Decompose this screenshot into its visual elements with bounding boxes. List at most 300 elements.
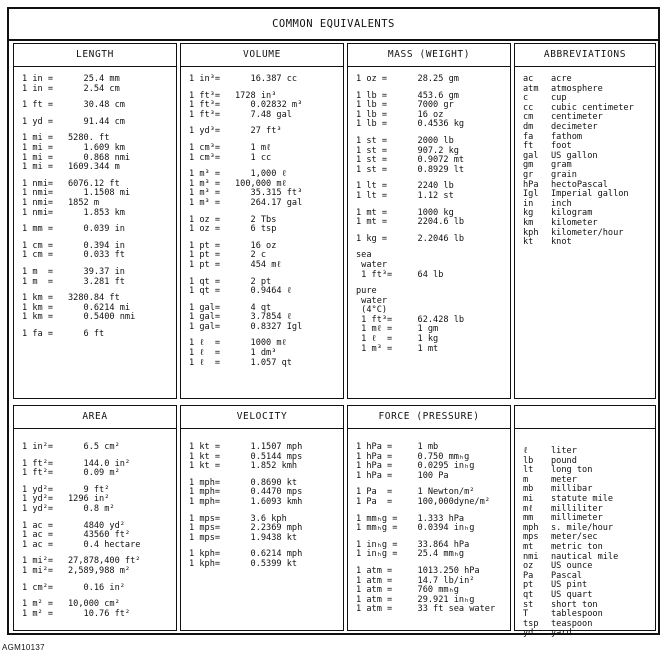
equivalence-row [523, 123, 651, 133]
row-unit: 1 kph= [189, 549, 221, 560]
row-unit: Pa [523, 570, 534, 581]
row-unit: 1 gal= [189, 321, 221, 332]
row-unit: 1 st = [356, 135, 388, 146]
row-unit: 1 mi = [22, 162, 54, 173]
row-unit: 1 cm = [22, 240, 54, 251]
row-unit: m [523, 474, 529, 485]
row-value: nautical mile [551, 551, 619, 562]
row-unit: 1 lb = [356, 100, 388, 111]
row-unit: 1 mmₕg = [356, 523, 398, 534]
row-unit: 1 km = [22, 293, 54, 304]
row-unit: 1 yd³= [189, 126, 221, 137]
panel-mass [347, 43, 511, 399]
row-unit: 1 mi²= [22, 556, 54, 567]
panel-abbreviations-2 [514, 405, 656, 639]
row-value: 33.864 hPa [402, 539, 470, 550]
panel-abbreviations [514, 43, 656, 399]
row-unit: 1 gal= [189, 302, 221, 313]
equivalence-row [189, 199, 339, 209]
row-unit: 1 lb = [356, 90, 388, 101]
row-value: 27,878,400 ft² [68, 556, 141, 567]
row-value: 100,000 mℓ [235, 178, 287, 189]
row-unit: st [523, 599, 534, 610]
row-value: 1000 kg [402, 207, 454, 218]
row-value: 27 ft³ [235, 126, 282, 137]
panel-heading: FORCE (PRESSURE) [348, 406, 510, 429]
row-value: 30.48 cm [68, 100, 125, 111]
row-value: yard [551, 628, 572, 639]
row-value: 0.394 in [68, 240, 125, 251]
row-value: 3.6 kph [235, 513, 287, 524]
row-unit: 1 atm = [356, 604, 393, 615]
row-value: meter/sec [551, 532, 598, 543]
row-unit: 1 m² = [22, 599, 54, 610]
row-unit: ac [523, 74, 534, 84]
equivalence-row [523, 629, 651, 639]
row-unit: 1 ℓ = [356, 334, 393, 345]
row-value: 1296 in² [68, 494, 110, 505]
equivalence-row [22, 278, 172, 288]
row-value: 0.02832 m³ [235, 100, 303, 111]
row-unit: 1 mℓ = [356, 324, 393, 335]
equivalence-row [356, 166, 506, 176]
row-unit: 1 st = [356, 155, 388, 166]
equivalence-row [189, 359, 339, 369]
row-value: 760 mmₕg [402, 585, 459, 596]
row-unit: 1 cm³= [189, 152, 221, 163]
equivalence-row [356, 472, 506, 482]
row-value: 2 Tbs [235, 214, 277, 225]
panel-heading: ABBREVIATIONS [515, 44, 655, 67]
row-value: US ounce [551, 561, 593, 572]
row-value: 1.609 km [68, 142, 125, 153]
row-unit: oz [523, 561, 534, 572]
row-value: 0.8929 lt [402, 164, 465, 175]
row-value: 1.12 st [402, 190, 454, 201]
row-value: 91.44 cm [68, 116, 125, 127]
row-unit: hPa [523, 179, 539, 190]
panel-body [181, 429, 343, 570]
panel-heading: VELOCITY [181, 406, 343, 429]
row-unit: T [523, 609, 529, 620]
equivalence-row [22, 101, 172, 111]
row-unit: km [523, 217, 534, 228]
row-unit: 1 oz = [189, 214, 221, 225]
row-value: 29.921 inₕg [402, 594, 475, 605]
row-value: long ton [551, 465, 593, 476]
equivalence-row [189, 287, 339, 297]
row-value: 16 oz [402, 109, 444, 120]
equivalence-row [22, 225, 172, 235]
row-value: 43560 ft² [68, 530, 131, 541]
row-unit: 1 cm²= [22, 582, 54, 593]
row-unit: 1 yd²= [22, 494, 54, 505]
row-unit: 1 ac = [22, 539, 54, 550]
row-value: pound [551, 455, 577, 466]
row-unit: 1 nmi= [22, 188, 54, 199]
row-value: 264.17 gal [235, 197, 303, 208]
row-unit: 1 lt = [356, 190, 388, 201]
equivalence-row [356, 605, 506, 615]
row-value: 1 kg [402, 334, 439, 345]
row-unit: gal [523, 150, 539, 161]
row-value: 9 ft² [68, 484, 110, 495]
equivalence-row [22, 118, 172, 128]
row-unit: 1 ac = [22, 520, 54, 531]
row-value: 28.25 gm [402, 74, 459, 84]
row-unit: 1 kt = [189, 461, 221, 472]
row-value: 144.0 in² [68, 458, 131, 469]
row-value: 6 tsp [235, 224, 277, 235]
row-value: atmosphere [551, 83, 603, 94]
panel-heading: AREA [14, 406, 176, 429]
row-value: 0.4 hectare [68, 539, 141, 550]
row-unit: mph [523, 522, 539, 533]
row-unit: 1 kph= [189, 558, 221, 569]
row-unit: 1 ft²= [22, 468, 54, 479]
equivalence-row [523, 238, 651, 248]
row-unit: 1 mph= [189, 487, 221, 498]
row-unit: 1 inₕg = [356, 549, 398, 560]
row-unit: 1 mmₕg = [356, 513, 398, 524]
row-value: decimeter [551, 121, 598, 132]
equivalence-row [22, 85, 172, 95]
equivalence-row [22, 584, 172, 594]
row-value: US quart [551, 589, 593, 600]
row-unit: 1 ℓ = [189, 348, 221, 359]
row-value: 1013.250 hPa [402, 565, 480, 576]
row-unit: 1 ft³= [356, 314, 393, 325]
row-unit: kph [523, 227, 539, 238]
row-value: 2240 lb [402, 181, 454, 192]
row-value: 907.2 kg [402, 145, 459, 156]
row-value: 0.039 in [68, 224, 125, 235]
row-value: 6076.12 ft [68, 178, 120, 189]
equivalence-row [189, 111, 339, 121]
row-unit: 1 ft³= [189, 109, 221, 120]
row-value: 0.9464 ℓ [235, 286, 292, 297]
row-value: millimeter [551, 513, 603, 524]
row-unit: 1 m³ = [356, 343, 393, 354]
row-value: 0.5144 mps [235, 451, 303, 462]
row-unit: 1 kg = [356, 233, 388, 244]
row-unit: 1 mph= [189, 496, 221, 507]
figure-code: AGM10137 [2, 643, 45, 652]
row-value: milliliter [551, 503, 603, 514]
row-value: 0.8327 Igl [235, 321, 303, 332]
row-value: 0.868 nmi [68, 152, 131, 163]
row-unit: 1 oz = [189, 224, 221, 235]
equivalence-row [189, 225, 339, 235]
equivalence-row [356, 271, 506, 281]
row-value: 453.6 gm [402, 90, 459, 101]
row-unit: 1 nmi= [22, 197, 54, 208]
equivalence-row [356, 235, 506, 245]
row-unit: 1 hPa = [356, 442, 393, 452]
row-value: 0.5400 nmi [68, 312, 136, 323]
row-unit: 1 atm = [356, 565, 393, 576]
row-unit: 1 mi²= [22, 565, 54, 576]
equivalence-row [356, 120, 506, 130]
row-unit: 1 kt = [189, 451, 221, 462]
row-unit: 1 cm = [22, 250, 54, 261]
row-unit: 1 pt = [189, 240, 221, 251]
row-value: foot [551, 141, 572, 152]
row-unit: 1 m³ = [189, 197, 221, 208]
row-unit: 1 m = [22, 266, 54, 277]
equivalence-row [523, 466, 651, 476]
row-value: 10.76 ft² [68, 608, 131, 619]
row-value: metric ton [551, 541, 603, 552]
row-unit: 1 fa = [22, 328, 54, 339]
row-value: 25.4 mm [68, 74, 120, 84]
row-value: 1.333 hPa [402, 513, 465, 524]
row-value: 4 qt [235, 302, 272, 313]
row-value: 16.387 cc [235, 74, 298, 84]
equivalence-row [189, 75, 339, 85]
row-unit: 1 mps= [189, 532, 221, 543]
row-value: 100 Pa [402, 470, 449, 481]
row-unit: lb [523, 455, 534, 466]
row-value: 2,589,988 m² [68, 565, 131, 576]
panel-body [14, 67, 176, 339]
row-unit: mm [523, 513, 534, 524]
row-value: 0.0394 inₕg [402, 523, 475, 534]
row-value: hectoPascal [551, 179, 608, 190]
row-value: 1 gm [402, 324, 439, 335]
panel-heading: LENGTH [14, 44, 176, 67]
panel-body [14, 429, 176, 619]
row-value: fathom [551, 131, 583, 142]
panel-body [515, 429, 655, 639]
row-value: kilometer/hour [551, 227, 624, 238]
row-unit: 1 m² = [22, 608, 54, 619]
equivalence-row [189, 498, 339, 508]
row-value: Pascal [551, 570, 583, 581]
row-value: meter [551, 474, 577, 485]
row-value: 0.5399 kt [235, 558, 298, 569]
row-value: grain [551, 169, 577, 180]
row-value: 3.7854 ℓ [235, 312, 292, 323]
row-unit: 1 hPa = [356, 461, 393, 472]
equivalence-row [523, 152, 651, 162]
row-unit: 1 m = [22, 276, 54, 287]
equivalence-row [356, 550, 506, 560]
row-value: 25.4 mmₕg [402, 549, 465, 560]
row-unit: 1 mt = [356, 217, 388, 228]
row-value: 1852 m [68, 197, 100, 208]
row-value: inch [551, 198, 572, 209]
equivalence-row [189, 261, 339, 271]
row-value: 0.9072 mt [402, 155, 465, 166]
panel-heading [515, 406, 655, 429]
equivalence-row [22, 209, 172, 219]
row-unit: 1 ℓ = [189, 357, 221, 368]
row-unit: ft [523, 141, 534, 152]
row-value: 0.8 m² [68, 503, 115, 514]
row-value: 2.54 cm [68, 83, 120, 94]
equivalence-row [523, 620, 651, 630]
equivalence-row [22, 330, 172, 340]
row-unit: 1 hPa = [356, 451, 393, 462]
row-value: 2 c [235, 250, 267, 261]
row-unit: 1 Pa = [356, 496, 393, 507]
row-unit: 1 mi = [22, 152, 54, 163]
row-unit: 1 Pa = [356, 487, 393, 498]
row-value: 0.750 mmₕg [402, 451, 470, 462]
panel-heading: MASS (WEIGHT) [348, 44, 510, 67]
row-unit: 1 mps= [189, 523, 221, 534]
row-unit: 1 mm = [22, 224, 54, 235]
row-value: 6.5 cm² [68, 442, 120, 452]
row-unit: 1 lt = [356, 181, 388, 192]
row-unit: 1 st = [356, 145, 388, 156]
row-unit: 1 mt = [356, 207, 388, 218]
row-value: tablespoon [551, 609, 603, 620]
row-value: 1000 mℓ [235, 338, 287, 349]
row-unit: kt [523, 237, 534, 248]
equivalence-row [189, 323, 339, 333]
row-unit: 1 ft³= [189, 100, 221, 111]
equivalence-row [523, 190, 651, 200]
row-unit: 1 mi = [22, 133, 54, 144]
table-frame [7, 7, 660, 639]
row-value: 0.8690 kt [235, 477, 298, 488]
equivalence-row [22, 541, 172, 551]
row-unit: 1 in³= [189, 74, 221, 84]
row-value: 0.6214 mph [235, 549, 303, 560]
row-unit: 1 yd = [22, 116, 54, 127]
row-unit: water [356, 259, 388, 270]
row-unit: cm [523, 112, 534, 123]
row-value: 2204.6 lb [402, 217, 465, 228]
row-unit: 1 in²= [22, 442, 54, 452]
row-value: 1.1508 mi [68, 188, 131, 199]
row-value: liter [551, 446, 577, 456]
panel-volume [180, 43, 344, 399]
row-value: 3280.84 ft [68, 293, 120, 304]
row-unit: 1 m³ = [189, 188, 221, 199]
row-unit: pt [523, 580, 534, 591]
row-unit: 1 yd²= [22, 484, 54, 495]
row-value: 1 mb [402, 442, 439, 452]
panel-body [348, 429, 510, 615]
group-spacer [356, 280, 506, 287]
equivalence-row [356, 75, 506, 85]
row-unit: 1 inₕg = [356, 539, 398, 550]
row-value: 100,000dyne/m² [402, 496, 490, 507]
row-value: 454 mℓ [235, 259, 282, 270]
row-value: 1609.344 m [68, 162, 120, 173]
row-value: kilometer [551, 217, 598, 228]
row-value: cup [551, 93, 567, 104]
row-value: 4840 yd² [68, 520, 125, 531]
row-unit: 1 ℓ = [189, 338, 221, 349]
row-value: gram [551, 160, 572, 171]
row-value: 1,000 ℓ [235, 169, 287, 180]
row-unit: (4°C) [356, 305, 388, 316]
row-unit: yd [523, 628, 534, 639]
row-value: 6 ft [68, 328, 105, 339]
equivalence-row [22, 313, 172, 323]
row-value: cubic centimeter [551, 102, 634, 113]
equivalence-row [523, 133, 651, 143]
panel-area [13, 405, 177, 631]
row-unit: 1 cm³= [189, 142, 221, 153]
row-value: 0.16 in² [68, 582, 125, 593]
equivalence-row [189, 462, 339, 472]
page-title: COMMON EQUIVALENTS [9, 9, 658, 41]
row-unit: 1 nmi= [22, 207, 54, 218]
row-unit: gr [523, 169, 534, 180]
equivalence-row [22, 443, 172, 453]
row-unit: c [523, 93, 529, 104]
row-unit: 1 qt = [189, 276, 221, 287]
row-value: teaspoon [551, 618, 593, 629]
row-value: 2000 lb [402, 135, 454, 146]
equivalence-row [22, 567, 172, 577]
row-unit: lt [523, 465, 534, 476]
equivalence-row [523, 562, 651, 572]
row-value: 7000 gr [402, 100, 454, 111]
row-unit: 1 in = [22, 83, 54, 94]
equivalence-row [356, 218, 506, 228]
row-value: knot [551, 237, 572, 248]
equivalence-row [356, 345, 506, 355]
row-value: acre [551, 74, 572, 84]
row-unit: tsp [523, 618, 539, 629]
row-value: 1 dm³ [235, 348, 277, 359]
equivalence-row [523, 229, 651, 239]
row-value: 14.7 lb/in² [402, 575, 475, 586]
row-unit: 1 km = [22, 312, 54, 323]
row-unit: kg [523, 208, 534, 219]
row-value: 0.09 m² [68, 468, 120, 479]
equivalence-row [22, 163, 172, 173]
row-unit: 1 lb = [356, 109, 388, 120]
row-unit: sea [356, 250, 372, 261]
row-unit: 1 ft³= [189, 90, 221, 101]
row-value: 2.2369 mph [235, 523, 303, 534]
equivalence-row [356, 192, 506, 202]
row-unit: in [523, 198, 534, 209]
row-unit: fa [523, 131, 534, 142]
row-value: 2.2046 lb [402, 233, 465, 244]
row-unit: 1 nmi= [22, 178, 54, 189]
panel-body [348, 67, 510, 354]
row-unit: mt [523, 541, 534, 552]
row-unit: 1 m³ = [189, 169, 221, 180]
equivalence-row [189, 154, 339, 164]
row-value: US gallon [551, 150, 598, 161]
row-unit: 1 lb = [356, 119, 388, 130]
equivalence-row [22, 505, 172, 515]
row-unit: Igl [523, 189, 539, 200]
row-value: 1 mℓ [235, 142, 272, 153]
row-value: 0.0295 inₕg [402, 461, 475, 472]
row-value: 39.37 in [68, 266, 125, 277]
row-unit: atm [523, 83, 539, 94]
row-value: millibar [551, 484, 593, 495]
row-value: 62.428 lb [402, 314, 465, 325]
row-unit: 1 atm = [356, 575, 393, 586]
row-value: 5280. ft [68, 133, 110, 144]
equivalence-row [189, 560, 339, 570]
row-unit: water [356, 295, 388, 306]
row-value: 0.033 ft [68, 250, 125, 261]
equivalence-row [356, 498, 506, 508]
row-unit: 1 gal= [189, 312, 221, 323]
